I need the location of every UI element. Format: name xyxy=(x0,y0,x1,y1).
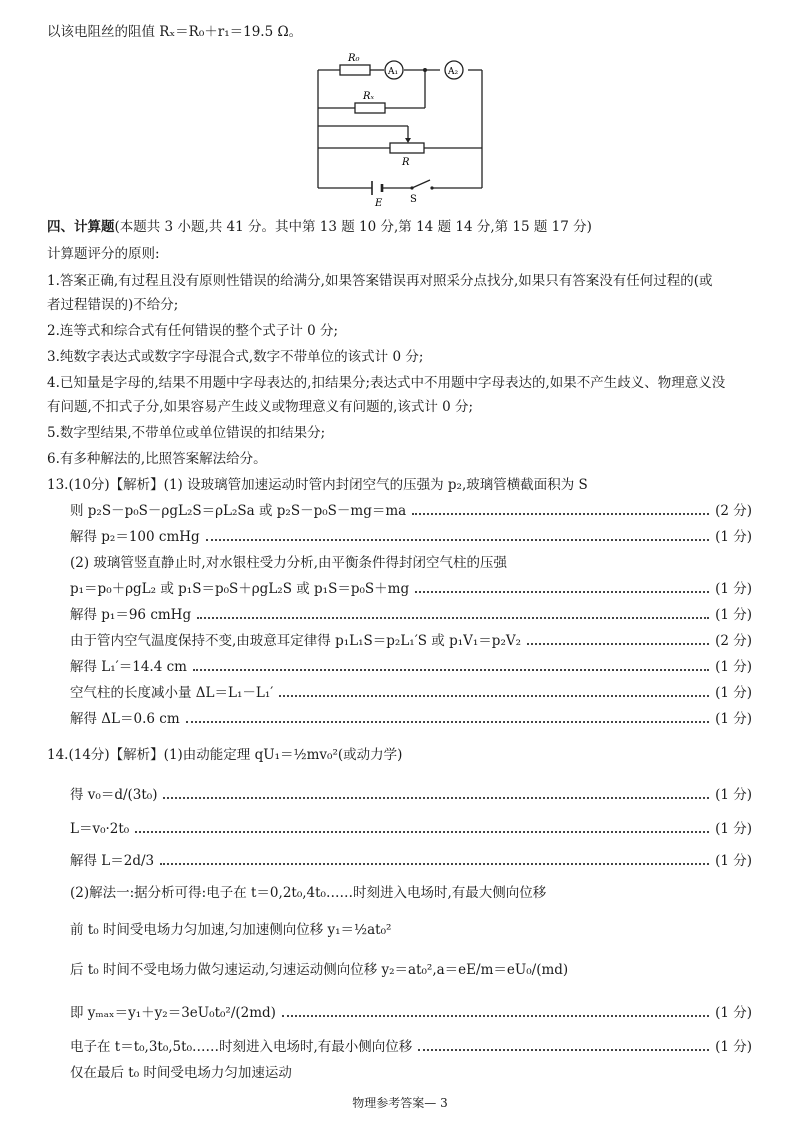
leader-dots xyxy=(282,1015,709,1017)
q13-step xyxy=(70,709,752,729)
step-score: (1 分) xyxy=(715,529,752,545)
q13-step xyxy=(70,657,752,677)
rule-line: 2.连等式和综合式有任何错误的整个式子计 0 分; xyxy=(47,323,339,339)
q14-step xyxy=(70,1037,752,1057)
rule-line: 有问题,不扣式子分,如果容易产生歧义或物理意义有问题的,该式计 0 分; xyxy=(47,399,474,415)
rules-heading: 计算题评分的原则: xyxy=(47,246,160,262)
section-heading xyxy=(47,217,752,237)
step-score: (1 分) xyxy=(715,1005,752,1021)
q13-step xyxy=(70,631,752,651)
rule-line: 1.答案正确,有过程且没有原则性错误的给满分,如果答案错误再对照采分点找分,如果只有答案没有任何过程的(或 xyxy=(47,273,713,289)
step-score: (1 分) xyxy=(715,711,752,727)
step-text: L＝v₀·2t₀ xyxy=(70,821,130,837)
leader-dots xyxy=(279,695,709,697)
e-label: E xyxy=(375,198,383,208)
step-text: 即 yₘₐₓ＝y₁＋y₂＝3eU₀t₀²/(2md) xyxy=(70,1005,276,1021)
step-text: 电子在 t＝t₀,3t₀,5t₀……时刻进入电场时,有最小侧向位移 xyxy=(70,1039,413,1055)
q14-step: 仅在最后 t₀ 时间受电场力匀加速运动 xyxy=(70,1065,292,1081)
step-score: (2 分) xyxy=(715,633,752,649)
rx-label: Rₓ xyxy=(363,91,375,102)
step-text: 由于管内空气温度保持不变,由玻意耳定律得 p₁L₁S＝p₂L₁′S 或 p₁V₁＝p₂V₂ xyxy=(70,633,522,649)
leader-dots xyxy=(186,721,709,723)
q14-step xyxy=(70,851,752,871)
step-text: 解得 ΔL＝0.6 cm xyxy=(70,711,180,727)
step-text: 空气柱的长度减小量 ΔL＝L₁－L₁′ xyxy=(70,685,274,701)
leader-dots xyxy=(197,617,709,619)
step-score: (1 分) xyxy=(715,853,752,869)
page-footer: 物理参考答案— 3 xyxy=(352,1096,448,1110)
step-score: (1 分) xyxy=(715,581,752,597)
q14-step: 前 t₀ 时间受电场力匀加速,匀加速侧向位移 y₁＝½at₀² xyxy=(70,922,392,938)
step-score: (1 分) xyxy=(715,787,752,803)
q14-step xyxy=(70,785,752,805)
r-label: R xyxy=(402,157,410,168)
q13-step xyxy=(70,579,752,599)
a1-label: A₁ xyxy=(388,67,399,77)
section-desc: (本题共 3 小题,共 41 分。其中第 13 题 10 分,第 14 题 14 分,第 15 题 17 分) xyxy=(114,219,592,235)
step-score: (1 分) xyxy=(715,607,752,623)
s-label: S xyxy=(410,194,417,205)
step-score: (2 分) xyxy=(715,503,752,519)
rule-line: 者过程错误的)不给分; xyxy=(47,297,179,313)
leader-dots xyxy=(527,643,709,645)
circuit-diagram xyxy=(300,48,500,208)
rule-line: 4.已知量是字母的,结果不用题中字母表达的,扣结果分;表达式中不用题中字母表达的,如果不产生歧义、物理意义没 xyxy=(47,375,726,391)
rule-line: 5.数字型结果,不带单位或单位错误的扣结果分; xyxy=(47,425,326,441)
q14-step: 后 t₀ 时间不受电场力做匀速运动,匀速运动侧向位移 y₂＝at₀²,a＝eE/m＝eU₀/(md) xyxy=(70,962,569,978)
q13-step xyxy=(70,527,752,547)
q14-step xyxy=(70,1003,752,1023)
q13-step xyxy=(70,605,752,625)
step-text: 解得 L＝2d/3 xyxy=(70,853,155,869)
leader-dots xyxy=(163,797,709,799)
step-text: 解得 L₁′＝14.4 cm xyxy=(70,659,187,675)
q13-step: (2) 玻璃管竖直静止时,对水银柱受力分析,由平衡条件得封闭空气柱的压强 xyxy=(70,555,507,571)
leader-dots xyxy=(415,591,709,593)
a2-label: A₂ xyxy=(448,67,459,77)
step-text: 得 v₀＝d/(3t₀) xyxy=(70,787,158,803)
leader-dots xyxy=(193,669,709,671)
q13-step xyxy=(70,501,752,521)
step-score: (1 分) xyxy=(715,821,752,837)
step-score: (1 分) xyxy=(715,1039,752,1055)
leader-dots xyxy=(418,1049,709,1051)
step-score: (1 分) xyxy=(715,659,752,675)
step-score: (1 分) xyxy=(715,685,752,701)
q13-step xyxy=(70,683,752,703)
rule-line: 6.有多种解法的,比照答案解法给分。 xyxy=(47,451,267,467)
q14-step xyxy=(70,819,752,839)
leader-dots xyxy=(412,513,709,515)
step-text: 解得 p₁＝96 cmHg xyxy=(70,607,192,623)
leader-dots xyxy=(206,539,709,541)
leader-dots xyxy=(135,831,709,833)
rule-line: 3.纯数字表达式或数字字母混合式,数字不带单位的该式计 0 分; xyxy=(47,349,424,365)
leader-dots xyxy=(160,863,709,865)
intro-line: 以该电阻丝的阻值 Rₓ＝R₀＋r₁＝19.5 Ω。 xyxy=(47,24,303,40)
step-text: p₁＝p₀＋ρgL₂ 或 p₁S＝p₀S＋ρgL₂S 或 p₁S＝p₀S＋mg xyxy=(70,581,410,597)
q14-step: (2)解法一:据分析可得:电子在 t＝0,2t₀,4t₀……时刻进入电场时,有最大侧向位移 xyxy=(70,885,547,901)
q14-heading: 14.(14分)【解析】(1)由动能定理 qU₁＝½mv₀²(或动力学) xyxy=(47,747,403,763)
q13-heading: 13.(10分)【解析】(1) 设玻璃管加速运动时管内封闭空气的压强为 p₂,玻璃管横截面积为 S xyxy=(47,477,588,493)
step-text: 则 p₂S－p₀S－ρgL₂S＝ρL₂Sa 或 p₂S－p₀S－mg＝ma xyxy=(70,503,407,519)
step-text: 解得 p₂＝100 cmHg xyxy=(70,529,200,545)
section-title: 四、计算题 xyxy=(47,219,115,235)
r0-label: R₀ xyxy=(348,53,360,64)
